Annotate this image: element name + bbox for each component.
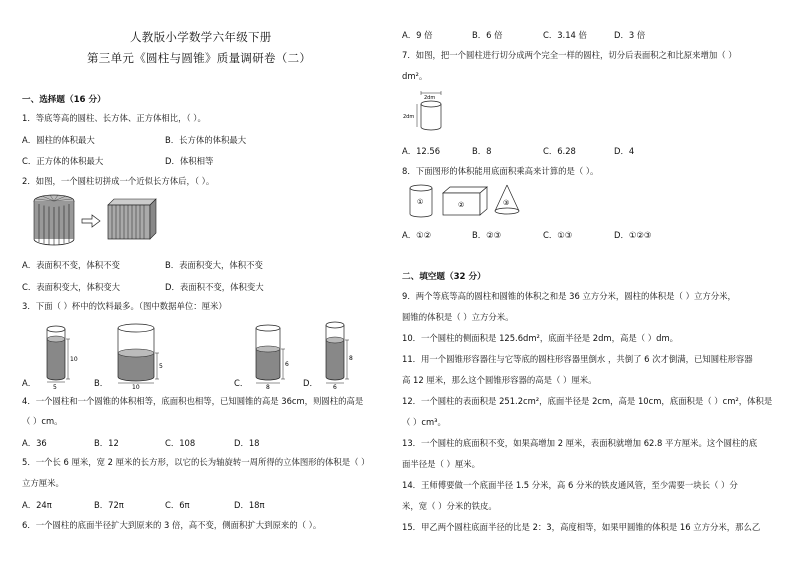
question-3-option-b: B．	[94, 378, 109, 388]
question-6-option-b: B．6 倍	[472, 30, 503, 40]
question-7-option-c: C．6.28	[543, 146, 576, 156]
question-1-option-c: C．正方体的体积最大	[22, 156, 104, 166]
question-2-option-d: D．表面积不变，体积变大	[165, 282, 264, 292]
question-4-option-c: C．108	[165, 438, 196, 448]
question-12-line-2: （ ）cm³。	[402, 417, 446, 427]
question-3-option-c: C．	[234, 378, 249, 388]
three-solids-figure	[405, 183, 525, 221]
shape-3-label: ③	[503, 199, 510, 207]
page-title-1: 人教版小学数学六年级下册	[130, 30, 272, 44]
shape-2-label: ②	[458, 201, 465, 209]
question-3-option-a: A．	[22, 378, 37, 388]
question-8-option-d: D．①②③	[614, 230, 652, 240]
cup-c-width-label: 8	[266, 384, 270, 391]
cup-d-height-label: 8	[349, 355, 353, 362]
question-1-option-d: D．体积相等	[165, 156, 214, 166]
cup-d-width-label: 6	[333, 384, 337, 391]
section-heading-choice: 一、选择题（16 分）	[22, 95, 106, 105]
cup-b-height-label: 5	[159, 363, 163, 370]
question-2-stem: 2．如图，一个圆柱切拼成一个近似长方体后，（ ）。	[22, 176, 215, 186]
question-7-stem: 7．如图，把一个圆柱进行切分成两个完全一样的圆柱，切分后表面积之和比原来增加（ ）	[402, 50, 737, 60]
question-8-option-c: C．①③	[543, 230, 573, 240]
question-1-option-a: A．圆柱的体积最大	[22, 135, 95, 145]
cup-b-width-label: 10	[132, 384, 140, 391]
question-5-option-a: A．24π	[22, 500, 52, 510]
question-4-option-d: D．18	[234, 438, 260, 448]
question-9-line-2: 圆锥的体积是（ ）立方分米。	[402, 312, 514, 322]
question-1-option-b: B．长方体的体积最大	[165, 135, 247, 145]
question-10-line-1: 10．一个圆柱的侧面积是 125.6dm²，底面半径是 2dm，高是（ ）dm。	[402, 333, 678, 343]
question-8-option-a: A．①②	[402, 230, 432, 240]
cup-d-figure	[322, 320, 362, 391]
cup-a-width-label: 5	[53, 384, 57, 391]
cup-c-height-label: 6	[285, 361, 289, 368]
question-7-stem-cont: dm²。	[402, 71, 428, 81]
question-3-stem: 3．下面（ ）杯中的饮料最多。（图中数据单位：厘米）	[22, 301, 227, 311]
question-11-line-2: 高 12 厘米，那么这个圆锥形容器的高是（ ）厘米。	[402, 375, 597, 385]
question-14-line-1: 14．王师傅要做一个底面半径 1.5 分米，高 6 分米的铁皮通风管，至少需要一块长（ ）分	[402, 480, 738, 490]
question-1-stem: 1．等底等高的圆柱、长方体、正方体相比，（ ）。	[22, 113, 206, 123]
cup-b-figure	[115, 323, 170, 391]
question-5-stem-cont: 立方厘米。	[22, 478, 64, 488]
question-6-option-c: C．3.14 倍	[543, 30, 587, 40]
cup-c-figure	[252, 323, 297, 391]
question-13-line-2: 面半径是（ ）厘米。	[402, 459, 481, 469]
fig-top-label: 2dm	[424, 95, 436, 101]
cylinder-cut-figure	[30, 193, 160, 248]
question-6-option-d: D．3 倍	[614, 30, 646, 40]
page-title-2: 第三单元《圆柱与圆锥》质量调研卷（二）	[87, 51, 312, 65]
question-11-line-1: 11．用一个圆锥形容器往与它等底的圆柱形容器里倒水 ，共倒了 6 次才倒满，已知圆柱形容器	[402, 354, 753, 364]
section-heading-fill: 二、填空题（32 分）	[402, 272, 486, 282]
shape-1-label: ①	[417, 198, 424, 206]
question-5-option-c: C．6π	[165, 500, 190, 510]
question-2-option-c: C．表面积变大，体积变大	[22, 282, 120, 292]
question-5-stem: 5．一个长 6 厘米，宽 2 厘米的长方形，以它的长为轴旋转一周所得的立体图形的体积是（ ）	[22, 457, 370, 467]
question-8-stem: 8．下面图形的体积能用底面积乘高来计算的是（ ）。	[402, 166, 599, 176]
question-4-option-a: A．36	[22, 438, 47, 448]
question-13-line-1: 13．一个圆柱的底面积不变，如果高增加 2 厘米，表面积就增加 62.8 平方厘米。这个圆柱的底	[402, 438, 758, 448]
question-2-option-b: B．表面积变大，体积不变	[165, 260, 263, 270]
question-7-option-d: D．4	[614, 146, 635, 156]
question-14-line-2: 米，宽（ ）分米的铁皮。	[402, 501, 497, 511]
question-4-option-b: B．12	[94, 438, 119, 448]
cylinder-2dm-figure	[402, 90, 447, 135]
question-5-option-d: D．18π	[234, 500, 265, 510]
question-7-option-a: A．12.56	[402, 146, 441, 156]
fig-side-label: 2dm	[403, 114, 415, 120]
question-3-option-d: D．	[303, 378, 318, 388]
question-7-option-b: B．8	[472, 146, 492, 156]
question-6-stem: 6．一个圆柱的底面半径扩大到原来的 3 倍，高不变，侧面积扩大到原来的（ ）。	[22, 520, 322, 530]
question-4-stem-cont: （ ）cm。	[22, 416, 63, 426]
question-6-option-a: A．9 倍	[402, 30, 433, 40]
question-5-option-b: B．72π	[94, 500, 124, 510]
question-8-option-b: B．②③	[472, 230, 502, 240]
question-12-line-1: 12．一个圆柱的表面积是 251.2cm²，底面半径是 2cm，高是 10cm，底面积是（ ）cm²，体积是	[402, 396, 773, 406]
cup-a-figure	[40, 323, 80, 391]
question-2-option-a: A．表面积不变，体积不变	[22, 260, 120, 270]
question-9-line-1: 9．两个等底等高的圆柱和圆锥的体积之和是 36 立方分米，圆柱的体积是（ ）立方分米，	[402, 291, 736, 301]
question-4-stem: 4．一个圆柱和一个圆锥的体积相等，底面积也相等，已知圆锥的高是 36cm，则圆柱的高是	[22, 396, 364, 406]
question-15-line-1: 15．甲乙两个圆柱底面半径的比是 2：3，高度相等，如果甲圆锥的体积是 16 立方分米，那么乙	[402, 522, 761, 532]
cup-a-height-label: 10	[70, 356, 78, 363]
